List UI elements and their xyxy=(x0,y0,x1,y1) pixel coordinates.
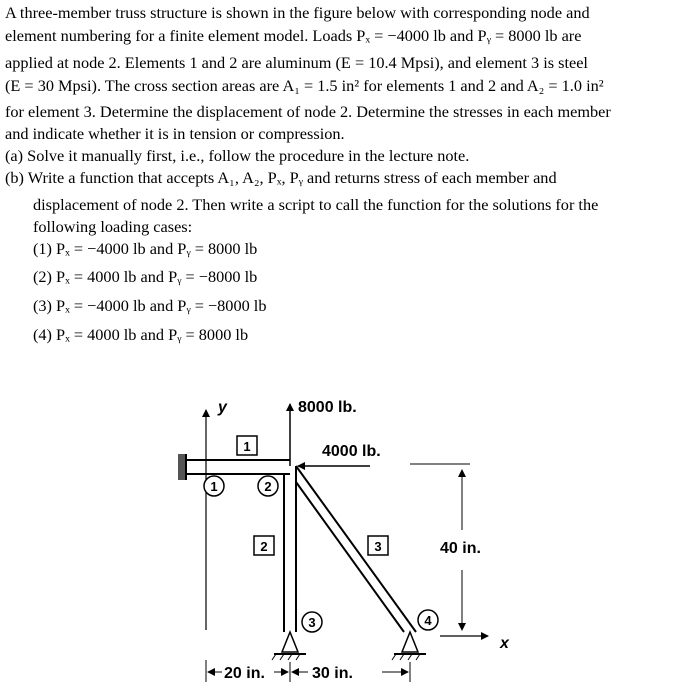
horizontal-load-label: 4000 lb. xyxy=(322,443,381,460)
problem-line: and indicate whether it is in tension or compression. xyxy=(5,124,345,143)
height-dimension-label: 40 in. xyxy=(440,540,481,557)
wall-support xyxy=(178,454,186,480)
element-3-label xyxy=(368,536,388,555)
width-dimension-left: 20 in. xyxy=(224,665,265,682)
svg-text:3: 3 xyxy=(308,615,316,630)
problem-line: displacement of node 2. Then write a script to call the function for the solutions for the xyxy=(33,195,599,214)
width-dimension xyxy=(206,660,410,682)
node-1-label xyxy=(204,476,224,496)
problem-line: following loading cases: xyxy=(33,217,193,236)
problem-line: applied at node 2. Elements 1 and 2 are aluminum (E = 10.4 Mpsi), and element 3 is steel xyxy=(5,53,588,72)
problem-line: (E = 30 Mpsi). The cross section areas are A₁ = 1.5 in² for elements 1 and 2 and A₂ = 1.0 in² xyxy=(5,76,604,95)
element-2-label xyxy=(254,536,274,555)
load-case-4: (4) Pₓ = 4000 lb and Pᵧ = 8000 lb xyxy=(33,325,249,344)
width-dimension-right: 30 in. xyxy=(312,665,353,682)
pin-support-node-3 xyxy=(272,632,306,660)
problem-line: A three-member truss structure is shown in the figure below with corresponding node and xyxy=(5,3,590,22)
pin-support-node-4 xyxy=(392,632,426,660)
node-3-label xyxy=(302,612,322,632)
y-axis-label: y xyxy=(218,399,227,416)
horizontal-load xyxy=(298,443,381,466)
y-axis xyxy=(206,399,228,630)
svg-text:2: 2 xyxy=(264,479,272,494)
problem-line: for element 3. Determine the displacement of node 2. Determine the stresses in each member xyxy=(5,102,611,121)
element-1 xyxy=(186,460,290,474)
vertical-load-label: 8000 lb. xyxy=(298,399,357,416)
node-2-label xyxy=(258,476,278,496)
element-3 xyxy=(296,466,416,632)
element-2 xyxy=(284,466,296,632)
svg-text:1: 1 xyxy=(210,479,218,494)
part-b-line: (b) Write a function that accepts A₁, A₂, Pₓ, Pᵧ and returns stress of each member and xyxy=(5,168,557,187)
truss-figure xyxy=(170,380,550,691)
load-case-3: (3) Pₓ = −4000 lb and Pᵧ = −8000 lb xyxy=(33,296,267,315)
svg-text:4: 4 xyxy=(424,613,432,628)
load-case-2: (2) Pₓ = 4000 lb and Pᵧ = −8000 lb xyxy=(33,267,258,286)
element-1-label xyxy=(237,436,257,455)
height-dimension xyxy=(410,464,481,630)
svg-text:2: 2 xyxy=(260,539,268,554)
node-4-label xyxy=(418,610,438,630)
svg-text:1: 1 xyxy=(243,439,251,454)
x-axis xyxy=(440,635,510,652)
load-case-1: (1) Pₓ = −4000 lb and Pᵧ = 8000 lb xyxy=(33,239,258,258)
x-axis-label: x xyxy=(500,635,509,652)
part-a-line: (a) Solve it manually first, i.e., follow the procedure in the lecture note. xyxy=(5,146,470,165)
svg-text:3: 3 xyxy=(374,539,382,554)
problem-line: element numbering for a finite element model. Loads Pₓ = −4000 lb and Pᵧ = 8000 lb are xyxy=(5,26,582,45)
